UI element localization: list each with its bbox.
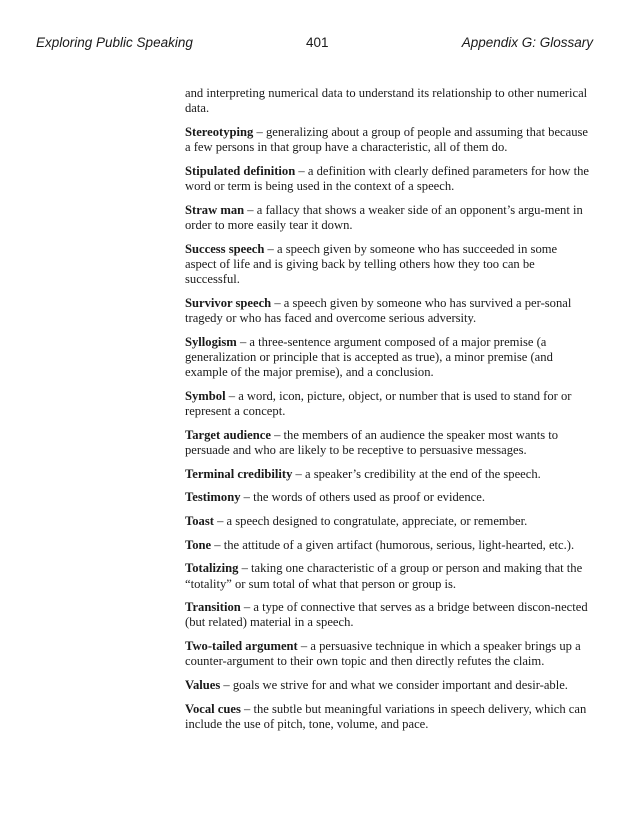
glossary-entry xyxy=(185,428,589,458)
glossary-definition: – generalizing about a group of people and assuming that because a few persons in that group have a characteristic, all of them do. xyxy=(185,124,589,155)
glossary-entry xyxy=(185,538,589,553)
glossary-definition: – goals we strive for and what we consider important and desir-able. xyxy=(220,678,568,693)
glossary-term: Stereotyping xyxy=(185,124,254,139)
glossary-entry xyxy=(185,678,589,693)
glossary-entry xyxy=(185,467,589,482)
glossary-term: Survivor speech xyxy=(185,295,272,310)
glossary-definition: – a speech given by someone who has survived a per-sonal tragedy or who has faced and overcome serious adversity. xyxy=(185,295,572,325)
glossary-entry xyxy=(185,389,589,419)
glossary-term: Tone xyxy=(185,537,212,552)
glossary-definition: – the members of an audience the speaker most wants to persuade and who are likely to be receptive to persuasive messages. xyxy=(185,427,559,457)
glossary-term: Vocal cues xyxy=(185,701,241,716)
continued-definition: and interpreting numerical data to understand its relationship to other numerical data. xyxy=(185,86,588,116)
glossary-definition: – a word, icon, picture, object, or number that is used to stand for or represent a concept. xyxy=(185,388,572,418)
glossary-entry xyxy=(185,600,589,630)
section-title: Appendix G: Glossary xyxy=(461,35,593,50)
running-header xyxy=(36,35,593,55)
glossary-term: Totalizing xyxy=(185,561,239,576)
glossary-entry xyxy=(185,335,589,381)
page-number: 401 xyxy=(306,35,329,50)
glossary-definition: – the subtle but meaningful variations in speech delivery, which can include the use of pitch, tone, volume, and pace. xyxy=(185,701,587,731)
glossary-term: Stipulated definition xyxy=(185,163,296,178)
glossary-definition: – a definition with clearly defined parameters for how the word or term is being used in the context of a speech. xyxy=(185,163,589,194)
glossary-entry xyxy=(185,702,589,732)
glossary-entry xyxy=(185,125,589,155)
glossary-entry xyxy=(185,490,589,505)
book-title: Exploring Public Speaking xyxy=(36,35,193,50)
glossary-term: Symbol xyxy=(185,388,226,403)
glossary-definition: – a speech designed to congratulate, appreciate, or remember. xyxy=(213,513,528,528)
glossary-term: Two-tailed argument xyxy=(185,639,298,654)
glossary-entry xyxy=(185,514,589,529)
glossary-term: Values xyxy=(185,678,221,693)
glossary-term: Transition xyxy=(185,600,241,615)
glossary-definition: – a fallacy that shows a weaker side of an opponent’s argu-ment in order to more easily tear it down. xyxy=(185,202,583,232)
glossary-entry xyxy=(185,242,589,288)
glossary-definition: – a type of connective that serves as a bridge between discon-nected (but related) material in a speech. xyxy=(185,600,588,630)
glossary-entry xyxy=(185,296,589,326)
glossary-term: Terminal credibility xyxy=(185,466,293,481)
glossary-definition: – the attitude of a given artifact (humorous, serious, light-hearted, etc.). xyxy=(211,537,575,552)
glossary-definition: – the words of others used as proof or evidence. xyxy=(240,490,485,505)
glossary-entry xyxy=(185,639,589,669)
glossary-body xyxy=(185,86,589,741)
glossary-term: Success speech xyxy=(185,241,265,256)
glossary-definition: – taking one characteristic of a group or person and making that the “totality” or sum total of what that person or group is. xyxy=(185,561,583,591)
glossary-definition: – a speech given by someone who has succeeded in some aspect of life and is giving back by telling others how they too can be successful. xyxy=(185,241,558,287)
glossary-definition: – a speaker’s credibility at the end of the speech. xyxy=(292,466,541,481)
glossary-term: Target audience xyxy=(185,427,271,442)
glossary-term: Toast xyxy=(185,513,214,528)
glossary-term: Straw man xyxy=(185,202,245,217)
glossary-entry xyxy=(185,203,589,233)
glossary-term: Testimony xyxy=(185,490,241,505)
glossary-definition: – a persuasive technique in which a speaker brings up a counter-argument to their own topic and then directly refutes the claim. xyxy=(185,639,581,669)
glossary-term: Syllogism xyxy=(185,334,237,349)
glossary-definition: – a three-sentence argument composed of a major premise (a generalization or principle that is accepted as true), a minor premise (and example of the major premise), and a conclusion. xyxy=(185,334,553,380)
glossary-entry xyxy=(185,561,589,591)
glossary-entry xyxy=(185,164,589,194)
